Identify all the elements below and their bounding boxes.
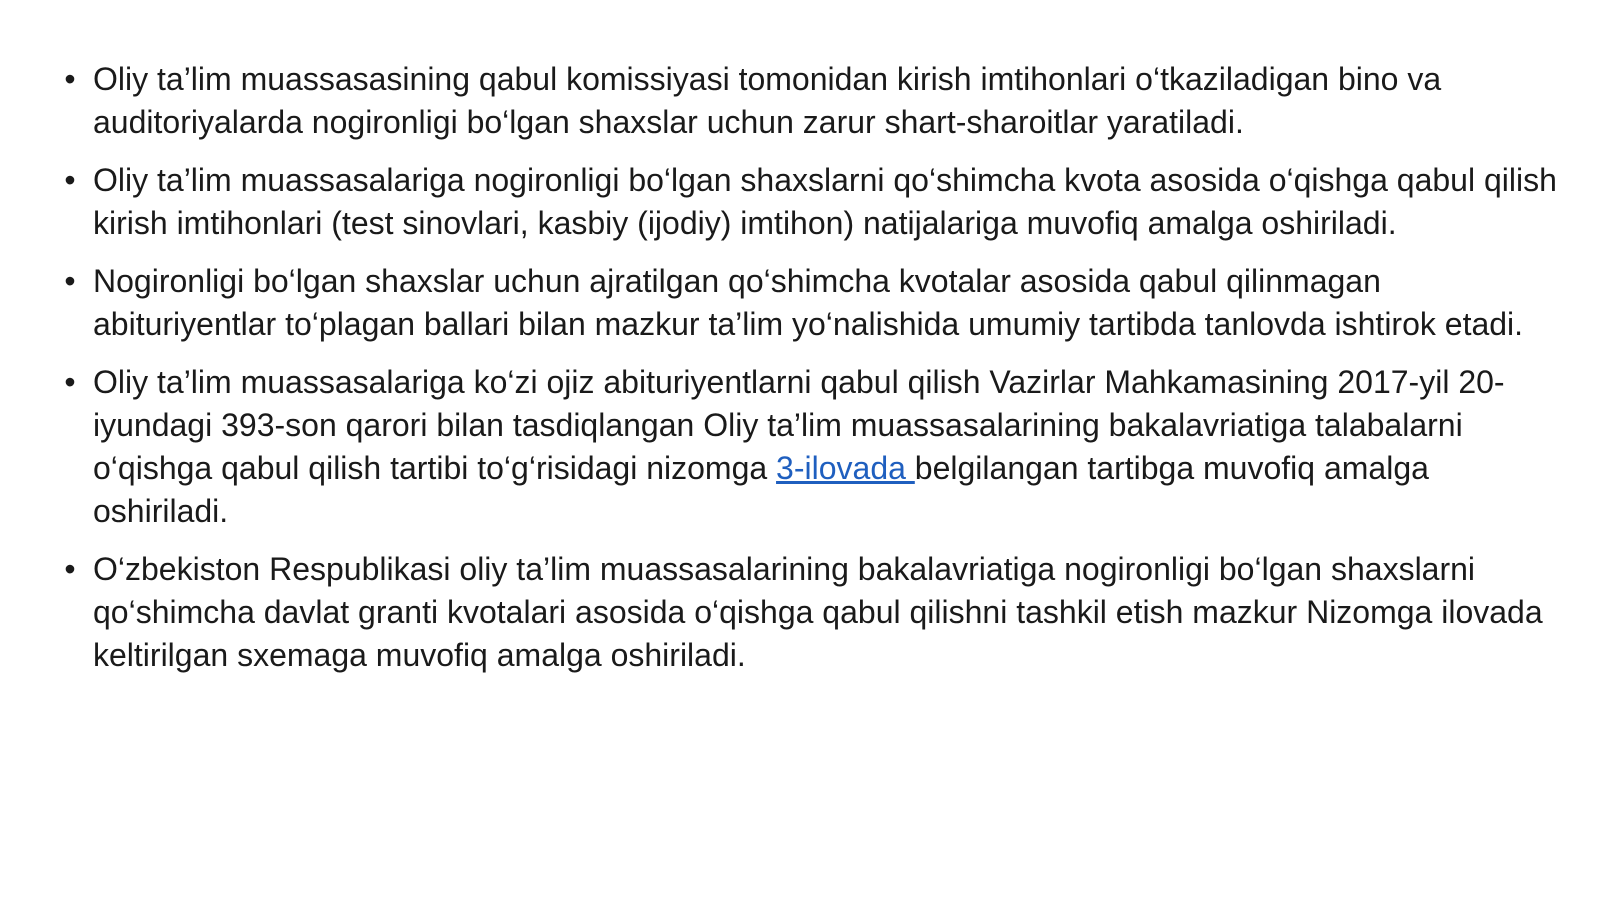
list-item-text-before-link: Oliy ta’lim muassasalariga ko‘zi ojiz abituriyentlarni qabul qilish Vazirlar Mahkamasining 2017-yil 20-iyundagi 393-son qarori bilan tasdiqlangan Oliy ta’lim muassasalarining bakalavriatiga talabalarni o‘qishga qabul qilish tartibi to‘g‘risidagi nizomga <box>93 364 1505 486</box>
bullet-list <box>60 58 1560 677</box>
list-item-text-after-link: belgilangan tartibga muvofiq amalga oshiriladi. <box>93 450 1429 529</box>
list-item-4 <box>60 361 1560 533</box>
list-item-3 <box>60 260 1560 346</box>
bullet-icon: • <box>64 263 76 299</box>
list-item-text: Oliy ta’lim muassasalariga nogironligi bo‘lgan shaxslarni qo‘shimcha kvota asosida o‘qishga qabul qilish kirish imtihonlari (test sinovlari, kasbiy (ijodiy) imtihon) natijalariga muvofiq amalga oshiriladi. <box>93 162 1557 241</box>
list-item-text: O‘zbekiston Respublikasi oliy ta’lim muassasalarining bakalavriatiga nogironligi bo‘lgan shaxslarni qo‘shimcha davlat granti kvotalari asosida o‘qishga qabul qilishni tashkil etish mazkur Nizomga ilovada keltirilgan sxemaga muvofiq amalga oshiriladi. <box>93 551 1543 673</box>
list-item-5 <box>60 548 1560 677</box>
bullet-icon: • <box>64 551 76 587</box>
bullet-icon: • <box>64 364 76 400</box>
list-item-text: Oliy ta’lim muassasasining qabul komissiyasi tomonidan kirish imtihonlari o‘tkaziladigan bino va auditoriyalarda nogironligi bo‘lgan shaxslar uchun zarur shart-sharoitlar yaratiladi. <box>93 61 1442 140</box>
appendix-3-link[interactable]: 3-ilovada <box>776 450 915 486</box>
list-item-text: Nogironligi bo‘lgan shaxslar uchun ajratilgan qo‘shimcha kvotalar asosida qabul qilinmagan abituriyentlar to‘plagan ballari bilan mazkur ta’lim yo‘nalishida umumiy tartibda tanlovda ishtirok etadi. <box>93 263 1524 342</box>
list-item-1 <box>60 58 1560 144</box>
bullet-icon: • <box>64 61 76 97</box>
list-item-2 <box>60 159 1560 245</box>
bullet-icon: • <box>64 162 76 198</box>
